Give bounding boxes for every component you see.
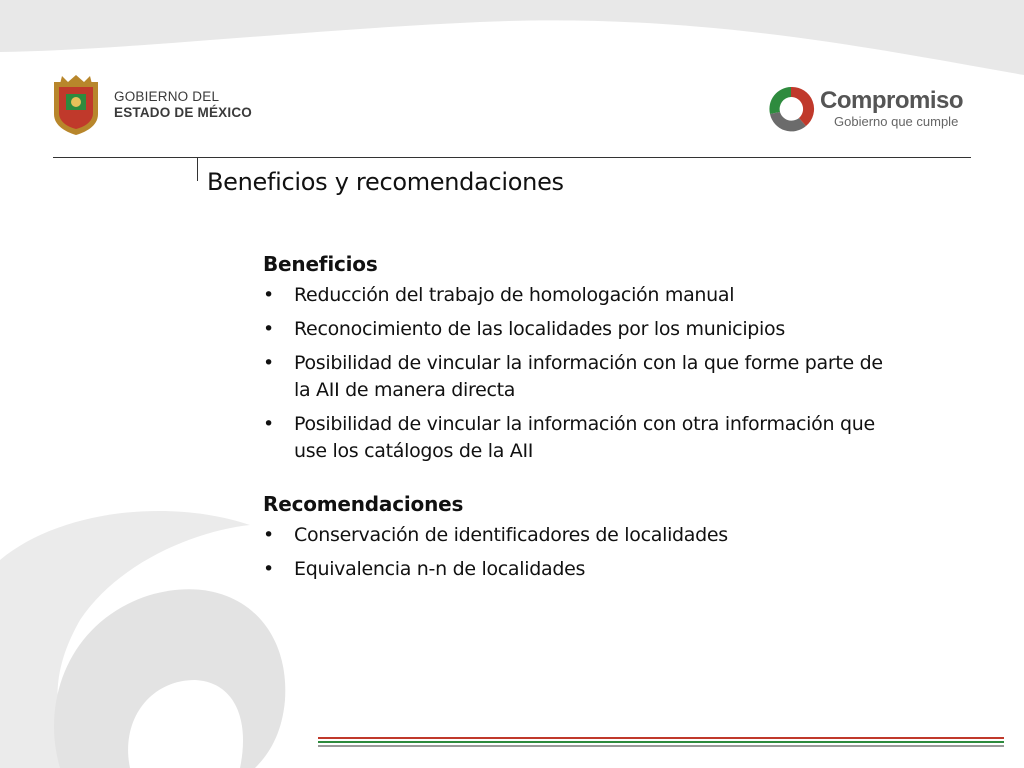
top-wave (0, 0, 1024, 75)
government-name-line2: ESTADO DE MÉXICO (114, 105, 252, 120)
coat-of-arms-icon (48, 74, 104, 136)
beneficios-heading: Beneficios (263, 252, 378, 276)
list-item (263, 316, 903, 343)
list-item (263, 411, 903, 465)
list-item-text: Posibilidad de vincular la información con otra información que use los catálogos de la AII (294, 413, 875, 462)
bullet-icon: • (263, 524, 274, 546)
footer-stripes (318, 737, 1004, 749)
bullet-icon: • (263, 558, 274, 580)
list-item (263, 282, 903, 309)
footer-stripe-gray (318, 745, 1004, 747)
bullet-icon: • (263, 318, 274, 340)
brand-name: Compromiso (820, 87, 964, 114)
list-item-text: Reconocimiento de las localidades por los municipios (294, 318, 785, 340)
bullet-icon: • (263, 352, 274, 374)
list-item (263, 556, 903, 583)
government-name (114, 89, 252, 121)
government-name-line1: GOBIERNO DEL (114, 89, 220, 104)
slide-title: Beneficios y recomendaciones (207, 168, 564, 196)
header-divider (53, 157, 971, 158)
recomendaciones-list (263, 522, 903, 583)
slide-content (263, 252, 903, 590)
recomendaciones-heading: Recomendaciones (263, 492, 464, 516)
compromiso-logo (766, 84, 963, 134)
list-item (263, 522, 903, 549)
bullet-icon: • (263, 413, 274, 435)
title-tick-divider (197, 157, 198, 181)
list-item-text: Equivalencia n-n de localidades (294, 558, 586, 580)
footer-stripe-green (318, 741, 1004, 743)
footer-stripe-red (318, 737, 1004, 739)
list-item-text: Reducción del trabajo de homologación manual (294, 284, 735, 306)
list-item (263, 350, 903, 404)
list-item-text: Posibilidad de vincular la información con la que forme parte de la AII de manera directa (294, 352, 883, 401)
government-logo (48, 74, 252, 136)
beneficios-list (263, 282, 903, 465)
brand-slogan: Gobierno que cumple (834, 114, 959, 129)
list-item-text: Conservación de identificadores de localidades (294, 524, 728, 546)
bullet-icon: • (263, 284, 274, 306)
compromiso-swirl-icon (766, 84, 816, 134)
